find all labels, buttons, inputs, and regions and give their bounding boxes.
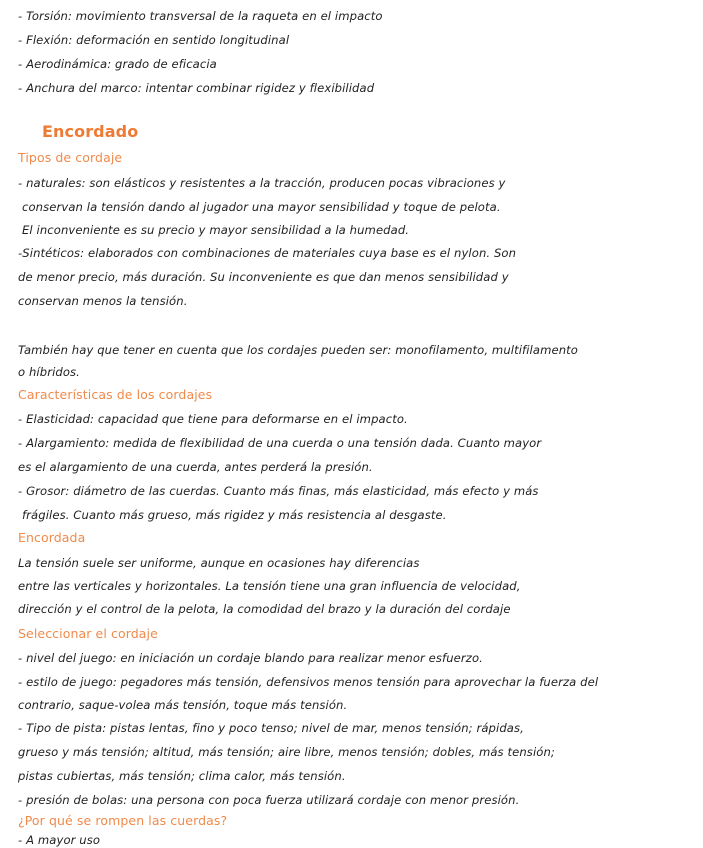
paragraph-line: entre las verticales y horizontales. La tensión tiene una gran influencia de velocidad, (18, 579, 521, 593)
paragraph-line: -Sintéticos: elaborados con combinaciones de materiales cuya base es el nylon. Son (18, 246, 517, 260)
list-item: es el alargamiento de una cuerda, antes perderá la presión. (18, 460, 373, 474)
heading-encordada: Encordada (18, 530, 86, 545)
list-item: grueso y más tensión; altitud, más tensión; aire libre, menos tensión; dobles, más tensión; (18, 745, 555, 759)
list-item: - Tipo de pista: pistas lentas, fino y poco tenso; nivel de mar, menos tensión; rápidas, (18, 721, 524, 735)
paragraph-line: La tensión suele ser uniforme, aunque en ocasiones hay diferencias (18, 556, 420, 570)
list-item: pistas cubiertas, más tensión; clima calor, más tensión. (18, 769, 346, 783)
paragraph-line: conservan menos la tensión. (18, 294, 188, 308)
paragraph-line: conservan la tensión dando al jugador una mayor sensibilidad y toque de pelota. (22, 200, 501, 214)
paragraph-line: o híbridos. (18, 365, 80, 379)
heading-seleccionar-cordaje: Seleccionar el cordaje (18, 626, 158, 641)
paragraph-line: dirección y el control de la pelota, la comodidad del brazo y la duración del cordaje (18, 602, 511, 616)
list-item: - A mayor uso (18, 833, 101, 847)
list-item: - Elasticidad: capacidad que tiene para deformarse en el impacto. (18, 412, 408, 426)
list-item: - estilo de juego: pegadores más tensión, defensivos menos tensión para aprovechar la fuerza del (18, 675, 599, 689)
heading-caracteristicas: Características de los cordajes (18, 387, 213, 402)
list-item: - Alargamiento: medida de flexibilidad de una cuerda o una tensión dada. Cuanto mayor (18, 436, 542, 450)
list-item-anchura: - Anchura del marco: intentar combinar rigidez y flexibilidad (18, 81, 375, 95)
paragraph-line: de menor precio, más duración. Su inconveniente es que dan menos sensibilidad y (18, 270, 509, 284)
list-item: - Grosor: diámetro de las cuerdas. Cuanto más finas, más elasticidad, más efecto y más (18, 484, 539, 498)
paragraph-line: - naturales: son elásticos y resistentes a la tracción, producen pocas vibraciones y (18, 176, 506, 190)
list-item: contrario, saque-volea más tensión, toque más tensión. (18, 698, 348, 712)
list-item-flexion: - Flexión: deformación en sentido longitudinal (18, 33, 290, 47)
list-item: frágiles. Cuanto más grueso, más rigidez y más resistencia al desgaste. (22, 508, 447, 522)
section-title-encordado: Encordado (42, 122, 139, 141)
list-item: - nivel del juego: en iniciación un cordaje blando para realizar menor esfuerzo. (18, 651, 483, 665)
list-item-torsion: - Torsión: movimiento transversal de la raqueta en el impacto (18, 9, 383, 23)
paragraph-line: El inconveniente es su precio y mayor sensibilidad a la humedad. (22, 223, 410, 237)
heading-tipos-de-cordaje: Tipos de cordaje (18, 150, 123, 165)
list-item: - presión de bolas: una persona con poca fuerza utilizará cordaje con menor presión. (18, 793, 520, 807)
list-item-aerodinamica: - Aerodinámica: grado de eficacia (18, 57, 217, 71)
heading-por-que-se-rompen: ¿Por qué se rompen las cuerdas? (18, 813, 228, 828)
paragraph-line: También hay que tener en cuenta que los cordajes pueden ser: monofilamento, multifilamento (18, 343, 579, 357)
